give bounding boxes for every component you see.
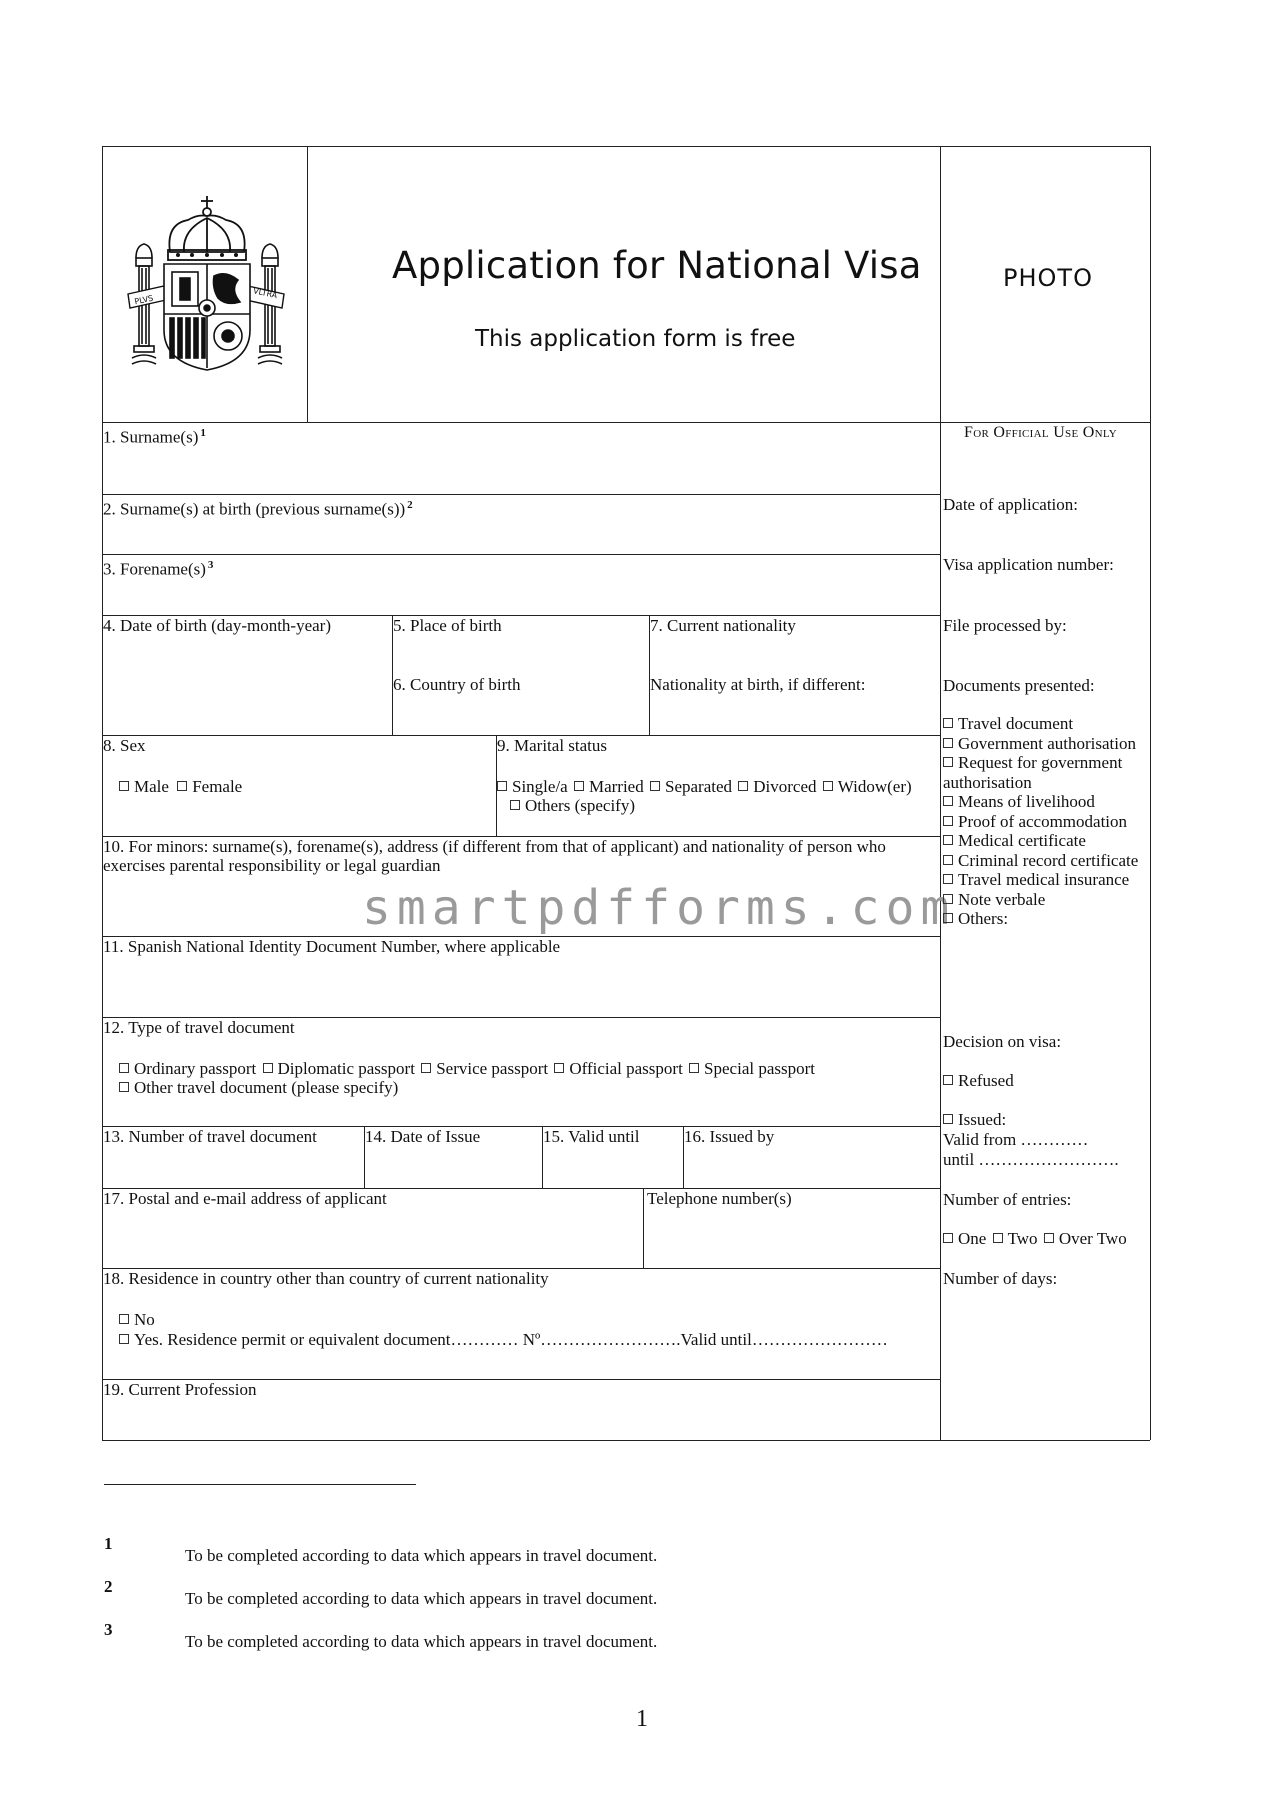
documents-checklist [943,714,1149,929]
date-of-birth-input[interactable] [103,640,391,733]
birth-surname-input[interactable] [103,518,939,552]
diplomatic-passport-checkbox[interactable]: Diplomatic passport [261,1059,415,1078]
forename-input[interactable] [103,578,939,613]
forename-label: 3. Forename(s) $^3$ [103,559,214,579]
date-of-birth-label: 4. Date of birth (day-month-year) [103,616,331,635]
entries-two-checkbox[interactable]: Two [991,1229,1038,1248]
marital-options [497,777,912,797]
sex-male-checkbox[interactable]: Male [119,777,169,796]
ordinary-passport-checkbox[interactable]: Ordinary passport [119,1059,256,1078]
marital-status-label: 9. Marital status [497,736,608,755]
surname-input[interactable] [103,446,939,492]
sex-options [119,777,242,797]
date-of-application-label: Date of application: [943,495,1079,514]
page-number: 1 [636,1706,648,1732]
sex-female-checkbox[interactable]: Female [173,777,242,796]
minors-guardian-label-line1: 10. For minors: surname(s), forename(s), address (if different from that of applicant) and nationality of person who [103,837,886,856]
special-passport-checkbox[interactable]: Special passport [687,1059,815,1078]
current-nationality-label: 7. Current nationality [650,616,796,635]
minors-guardian-label-line2: exercises parental responsibility or legal guardian [103,856,441,875]
surname-label: 1. Surname(s) $^1$ [103,427,206,447]
doc-request-government-checkbox[interactable]: Request for government [943,753,1149,773]
footnote-3-text: To be completed according to data which appears in travel document. [185,1632,658,1651]
form-subtitle: This application form is free [475,326,796,352]
nationality-at-birth-label: Nationality at birth, if different: [650,675,866,694]
visa-application-number-label: Visa application number: [943,555,1114,574]
doc-others-checkbox[interactable]: Others: [943,909,1149,929]
birth-surname-label: 2. Surname(s) at birth (previous surname(s)) $^2$ [103,499,413,519]
service-passport-checkbox[interactable]: Service passport [419,1059,548,1078]
telephone-input[interactable] [645,1212,938,1266]
entries-one-checkbox[interactable]: One [943,1229,986,1248]
number-of-entries-label: Number of entries: [943,1190,1072,1209]
postal-address-input[interactable] [103,1212,641,1266]
doc-travel-document-checkbox[interactable]: Travel document [943,714,1149,734]
official-passport-checkbox[interactable]: Official passport [552,1059,682,1078]
marital-single-checkbox[interactable]: Single/a [497,777,568,796]
svg-text:PLVS: PLVS [133,293,155,307]
footnote-2-number: 2 [104,1577,113,1596]
doc-means-of-livelihood-checkbox[interactable]: Means of livelihood [943,792,1149,812]
valid-until-label: 15. Valid until [543,1127,640,1146]
documents-presented-label: Documents presented: [943,676,1095,695]
residence-yes-checkbox[interactable]: Yes. Residence permit or equivalent document………… Nº…………………….Valid until…………………… [119,1330,888,1350]
doc-criminal-record-checkbox[interactable]: Criminal record certificate [943,851,1149,871]
doc-request-government-continued: authorisation [943,772,1032,792]
profession-label: 19. Current Profession [103,1380,257,1399]
residence-label: 18. Residence in country other than country of current nationality [103,1269,549,1288]
travel-doc-type-label: 12. Type of travel document [103,1018,295,1037]
photo-placeholder: PHOTO [1003,264,1093,292]
footnote-2-text: To be completed according to data which appears in travel document. [185,1589,658,1608]
marital-widow-checkbox[interactable]: Widow(er) [821,777,912,796]
entries-options [943,1229,1127,1249]
official-use-heading: For Official Use Only [964,424,1118,441]
file-processed-by-label: File processed by: [943,616,1067,635]
valid-from-field: Valid from ………… [943,1130,1089,1149]
telephone-label: Telephone number(s) [647,1189,792,1208]
footnote-1-text: To be completed according to data which appears in travel document. [185,1546,658,1565]
doc-proof-of-accommodation-checkbox[interactable]: Proof of accommodation [943,812,1149,832]
issued-by-label: 16. Issued by [684,1127,775,1146]
marital-divorced-checkbox[interactable]: Divorced [736,777,816,796]
residence-no-checkbox[interactable]: No [119,1310,155,1330]
travel-doc-number-label: 13. Number of travel document [103,1127,317,1146]
footnote-separator [104,1484,416,1485]
entries-over-two-checkbox[interactable]: Over Two [1042,1229,1127,1248]
footnote-1-number: 1 [104,1534,113,1553]
visa-refused-checkbox[interactable]: Refused [943,1071,1014,1091]
profession-input[interactable] [103,1402,939,1438]
sex-label: 8. Sex [103,736,146,755]
doc-government-authorisation-checkbox[interactable]: Government authorisation [943,734,1149,754]
form-title: Application for National Visa [392,244,922,287]
national-id-label: 11. Spanish National Identity Document Number, where applicable [103,937,561,956]
marital-separated-checkbox[interactable]: Separated [648,777,732,796]
visa-issued-checkbox[interactable]: Issued: [943,1110,1006,1130]
doc-note-verbale-checkbox[interactable]: Note verbale [943,890,1149,910]
national-id-input[interactable] [103,960,939,1014]
marital-other-checkbox[interactable]: Others (specify) [510,796,635,816]
coat-of-arms-logo [126,190,288,376]
number-of-days-label: Number of days: [943,1269,1058,1288]
watermark: smartpdfforms.com [362,880,956,936]
travel-doc-options [119,1059,815,1079]
valid-until-field: until ……………………. [943,1150,1119,1169]
footnote-3-number: 3 [104,1620,113,1639]
svg-text:VLTRA: VLTRA [252,286,279,301]
country-of-birth-label: 6. Country of birth [393,675,521,694]
place-of-birth-label: 5. Place of birth [393,616,502,635]
other-travel-doc-checkbox[interactable]: Other travel document (please specify) [119,1078,398,1098]
decision-on-visa-label: Decision on visa: [943,1032,1062,1051]
date-of-issue-label: 14. Date of Issue [365,1127,481,1146]
doc-travel-insurance-checkbox[interactable]: Travel medical insurance [943,870,1149,890]
marital-married-checkbox[interactable]: Married [572,777,644,796]
postal-address-label: 17. Postal and e-mail address of applicant [103,1189,387,1208]
doc-medical-certificate-checkbox[interactable]: Medical certificate [943,831,1149,851]
